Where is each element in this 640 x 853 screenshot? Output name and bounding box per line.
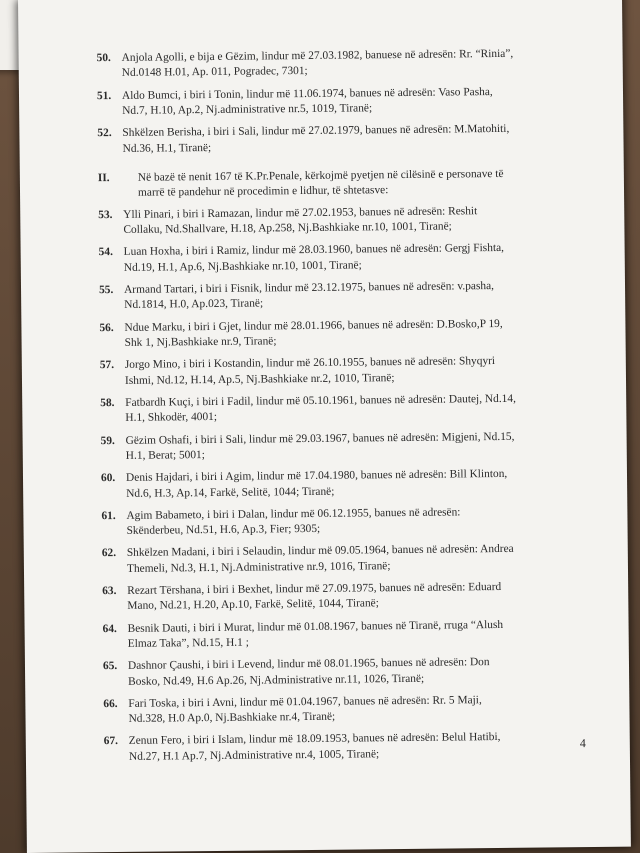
- entry-text-line: Nd.7, H.10, Ap.2, Nj.administrative nr.5, 1019, Tiranë;: [122, 102, 373, 117]
- entry-text-line: Collaku, Nd.Shallvare, H.18, Ap.258, Nj.Bashkiake nr.10, 1001, Tiranë;: [123, 220, 452, 237]
- list-item: [103, 617, 599, 653]
- entry-text-line: Bosko, Nd.49, H.6 Ap.26, Nj.Administrative nr.11, 1026, Tiranë;: [128, 672, 425, 688]
- entry-text-line: Shkëlzen Madani, i biri i Selaudin, lindur më 09.05.1964, banues në adresën: Andrea: [126, 543, 514, 560]
- entry-number: 56.: [99, 321, 114, 334]
- entry-number: 61.: [101, 509, 116, 522]
- entry-text-line: Armand Tartari, i biri i Fisnik, lindur më 23.12.1975, banues në adresën: v.pasha,: [123, 280, 495, 296]
- entry-text-line: Agim Babameto, i biri i Dalan, lindur më 06.12.1955, banues në adresën:: [126, 506, 461, 522]
- entry-text-line: Luan Hoxha, i biri i Ramiz, lindur më 28.03.1960, banues në adresën: Gergj Fishta,: [123, 242, 505, 259]
- entry-text-line: Nd.36, H.1, Tiranë;: [122, 141, 212, 155]
- list-item: [97, 121, 593, 157]
- list-item: [104, 729, 600, 765]
- entry-number: 57.: [99, 359, 115, 372]
- entry-text-line: Nd.1814, H.0, Ap.023, Tiranë;: [124, 297, 264, 312]
- entry-text-line: Dashnor Çaushi, i biri i Levend, lindur më 08.01.1965, banues në adresën: Don: [127, 656, 490, 673]
- entry-number: 52.: [97, 127, 112, 140]
- list-item: [103, 654, 599, 690]
- entry-number: 64.: [102, 622, 117, 635]
- entry-text-line: Gëzim Oshafi, i biri i Sali, lindur më 29.03.1967, banues në adresën: Migjeni, Nd.15,: [125, 430, 515, 447]
- entry-text-line: H.1, Shkodër, 4001;: [125, 411, 218, 425]
- list-item: [99, 240, 595, 276]
- list-item: [99, 278, 595, 314]
- entry-number: 62.: [101, 547, 117, 560]
- entry-number: 53.: [98, 208, 113, 222]
- list-item: [102, 579, 598, 615]
- list-item: [98, 203, 594, 239]
- entry-text-line: Shkëlzen Berisha, i biri i Sali, lindur më 27.02.1979, banues në adresën: M.Matohiti,: [122, 123, 510, 140]
- entry-list-main: [98, 203, 600, 766]
- entry-text-line: Fatbardh Kuçi, i biri i Fadil, lindur më 05.10.1961, banues në adresën: Dautej, Nd.14,: [125, 392, 516, 409]
- entry-text-line: H.1, Berat; 5001;: [125, 448, 205, 462]
- entry-text-line: Nd.27, H.1 Ap.7, Nj.Administrative nr.4, 1005, Tiranë;: [128, 748, 380, 763]
- list-item: [99, 316, 595, 352]
- entry-text-line: Rezart Tërshana, i biri i Bexhet, lindur më 27.09.1975, banues në adresën: Eduard: [127, 580, 502, 597]
- entry-text-line: Aldo Bumci, i biri i Tonin, lindur më 11.06.1974, banues në adresën: Vaso Pasha,: [121, 85, 493, 102]
- entry-number: 51.: [96, 89, 112, 102]
- list-item: [97, 84, 593, 120]
- entry-text-line: Denis Hajdari, i biri i Agim, lindur më 17.04.1980, banues në adresën: Bill Klinton,: [125, 468, 508, 485]
- entry-text-line: Fari Toska, i biri i Avni, lindur më 01.04.1967, banues në adresën: Rr. 5 Maji,: [128, 693, 482, 710]
- entry-text-line: Jorgo Mino, i biri i Kostandin, lindur më 26.10.1955, banues në adresën: Shyqyri: [124, 355, 496, 372]
- entry-number: 67.: [103, 735, 119, 748]
- entry-text-line: Skënderbeu, Nd.51, H.6, Ap.3, Fier; 9305;: [126, 522, 321, 538]
- entry-number: 65.: [102, 660, 118, 673]
- entry-text-line: Shk 1, Nj.Bashkiake nr.9, Tiranë;: [124, 335, 277, 349]
- entry-number: 66.: [103, 697, 118, 710]
- list-item: [101, 428, 597, 464]
- entry-text-line: Ishmi, Nd.12, H.14, Ap.5, Nj.Bashkiake nr.2, 1010, Tiranë;: [124, 371, 395, 387]
- entry-number: 59.: [100, 434, 115, 447]
- list-item: [101, 466, 597, 502]
- page-number: 4: [579, 736, 586, 751]
- list-item: [97, 46, 593, 82]
- entry-text-line: Themeli, Nd.3, H.1, Nj.Administrative nr.9, 1016, Tiranë;: [126, 559, 391, 575]
- list-item: [100, 353, 596, 389]
- section-text-line: marrë të pandehur në procedimin e lidhur, të shtetasve:: [137, 184, 389, 200]
- entry-list-top: [97, 46, 594, 157]
- list-item: [102, 541, 598, 577]
- entry-text-line: Elmaz Taka”, Nd.15, H.1 ;: [127, 636, 249, 650]
- entry-text-line: Nd.19, H.1, Ap.6, Nj.Bashkiake nr.10, 1001, Tiranë;: [123, 259, 362, 274]
- entry-number: 54.: [98, 246, 113, 259]
- list-item: [101, 504, 597, 540]
- entry-number: 63.: [102, 584, 117, 598]
- entry-text-line: Nd.328, H.0 Ap.0, Nj.Bashkiake nr.4, Tiranë;: [128, 710, 336, 726]
- entry-text-line: Zenun Fero, i biri i Islam, lindur më 18.09.1953, banues në adresën: Belul Hatibi,: [128, 731, 501, 748]
- list-item: [100, 391, 596, 427]
- entry-text-line: Anjola Agolli, e bija e Gëzim, lindur më 27.03.1982, banuese në adresën: Rr. “Rinia”,: [121, 47, 514, 64]
- document-content: [97, 46, 601, 772]
- entry-text-line: Ylli Pinari, i biri i Ramazan, lindur më 27.02.1953, banues në adresën: Reshit: [123, 205, 478, 221]
- document-page: [18, 0, 631, 853]
- entry-text-line: Nd.6, H.3, Ap.14, Farkë, Selitë, 1044; Tiranë;: [126, 485, 335, 500]
- entry-number: 50.: [96, 52, 111, 65]
- section-text-line: Në bazë të nenit 167 të K.Pr.Penale, kërkojmë pyetjen në cilësinë e personave të: [137, 167, 504, 184]
- list-item: [103, 692, 599, 728]
- entry-text-line: Mano, Nd.21, H.20, Ap.10, Farkë, Selitë, 1044, Tiranë;: [127, 597, 379, 613]
- entry-number: 58.: [100, 396, 115, 410]
- section-heading: [98, 166, 594, 202]
- entry-text-line: Besnik Dauti, i biri i Murat, lindur më 01.08.1967, banues në Tiranë, rruga “Alush: [127, 618, 504, 635]
- entry-text-line: Nd.0148 H.01, Ap. 011, Pogradec, 7301;: [121, 65, 308, 80]
- entry-text-line: Ndue Marku, i biri i Gjet, lindur më 28.01.1966, banues në adresën: D.Bosko,P 19,: [124, 317, 503, 334]
- section-number: II.: [97, 172, 110, 185]
- entry-number: 60.: [100, 472, 116, 485]
- entry-number: 55.: [98, 284, 114, 297]
